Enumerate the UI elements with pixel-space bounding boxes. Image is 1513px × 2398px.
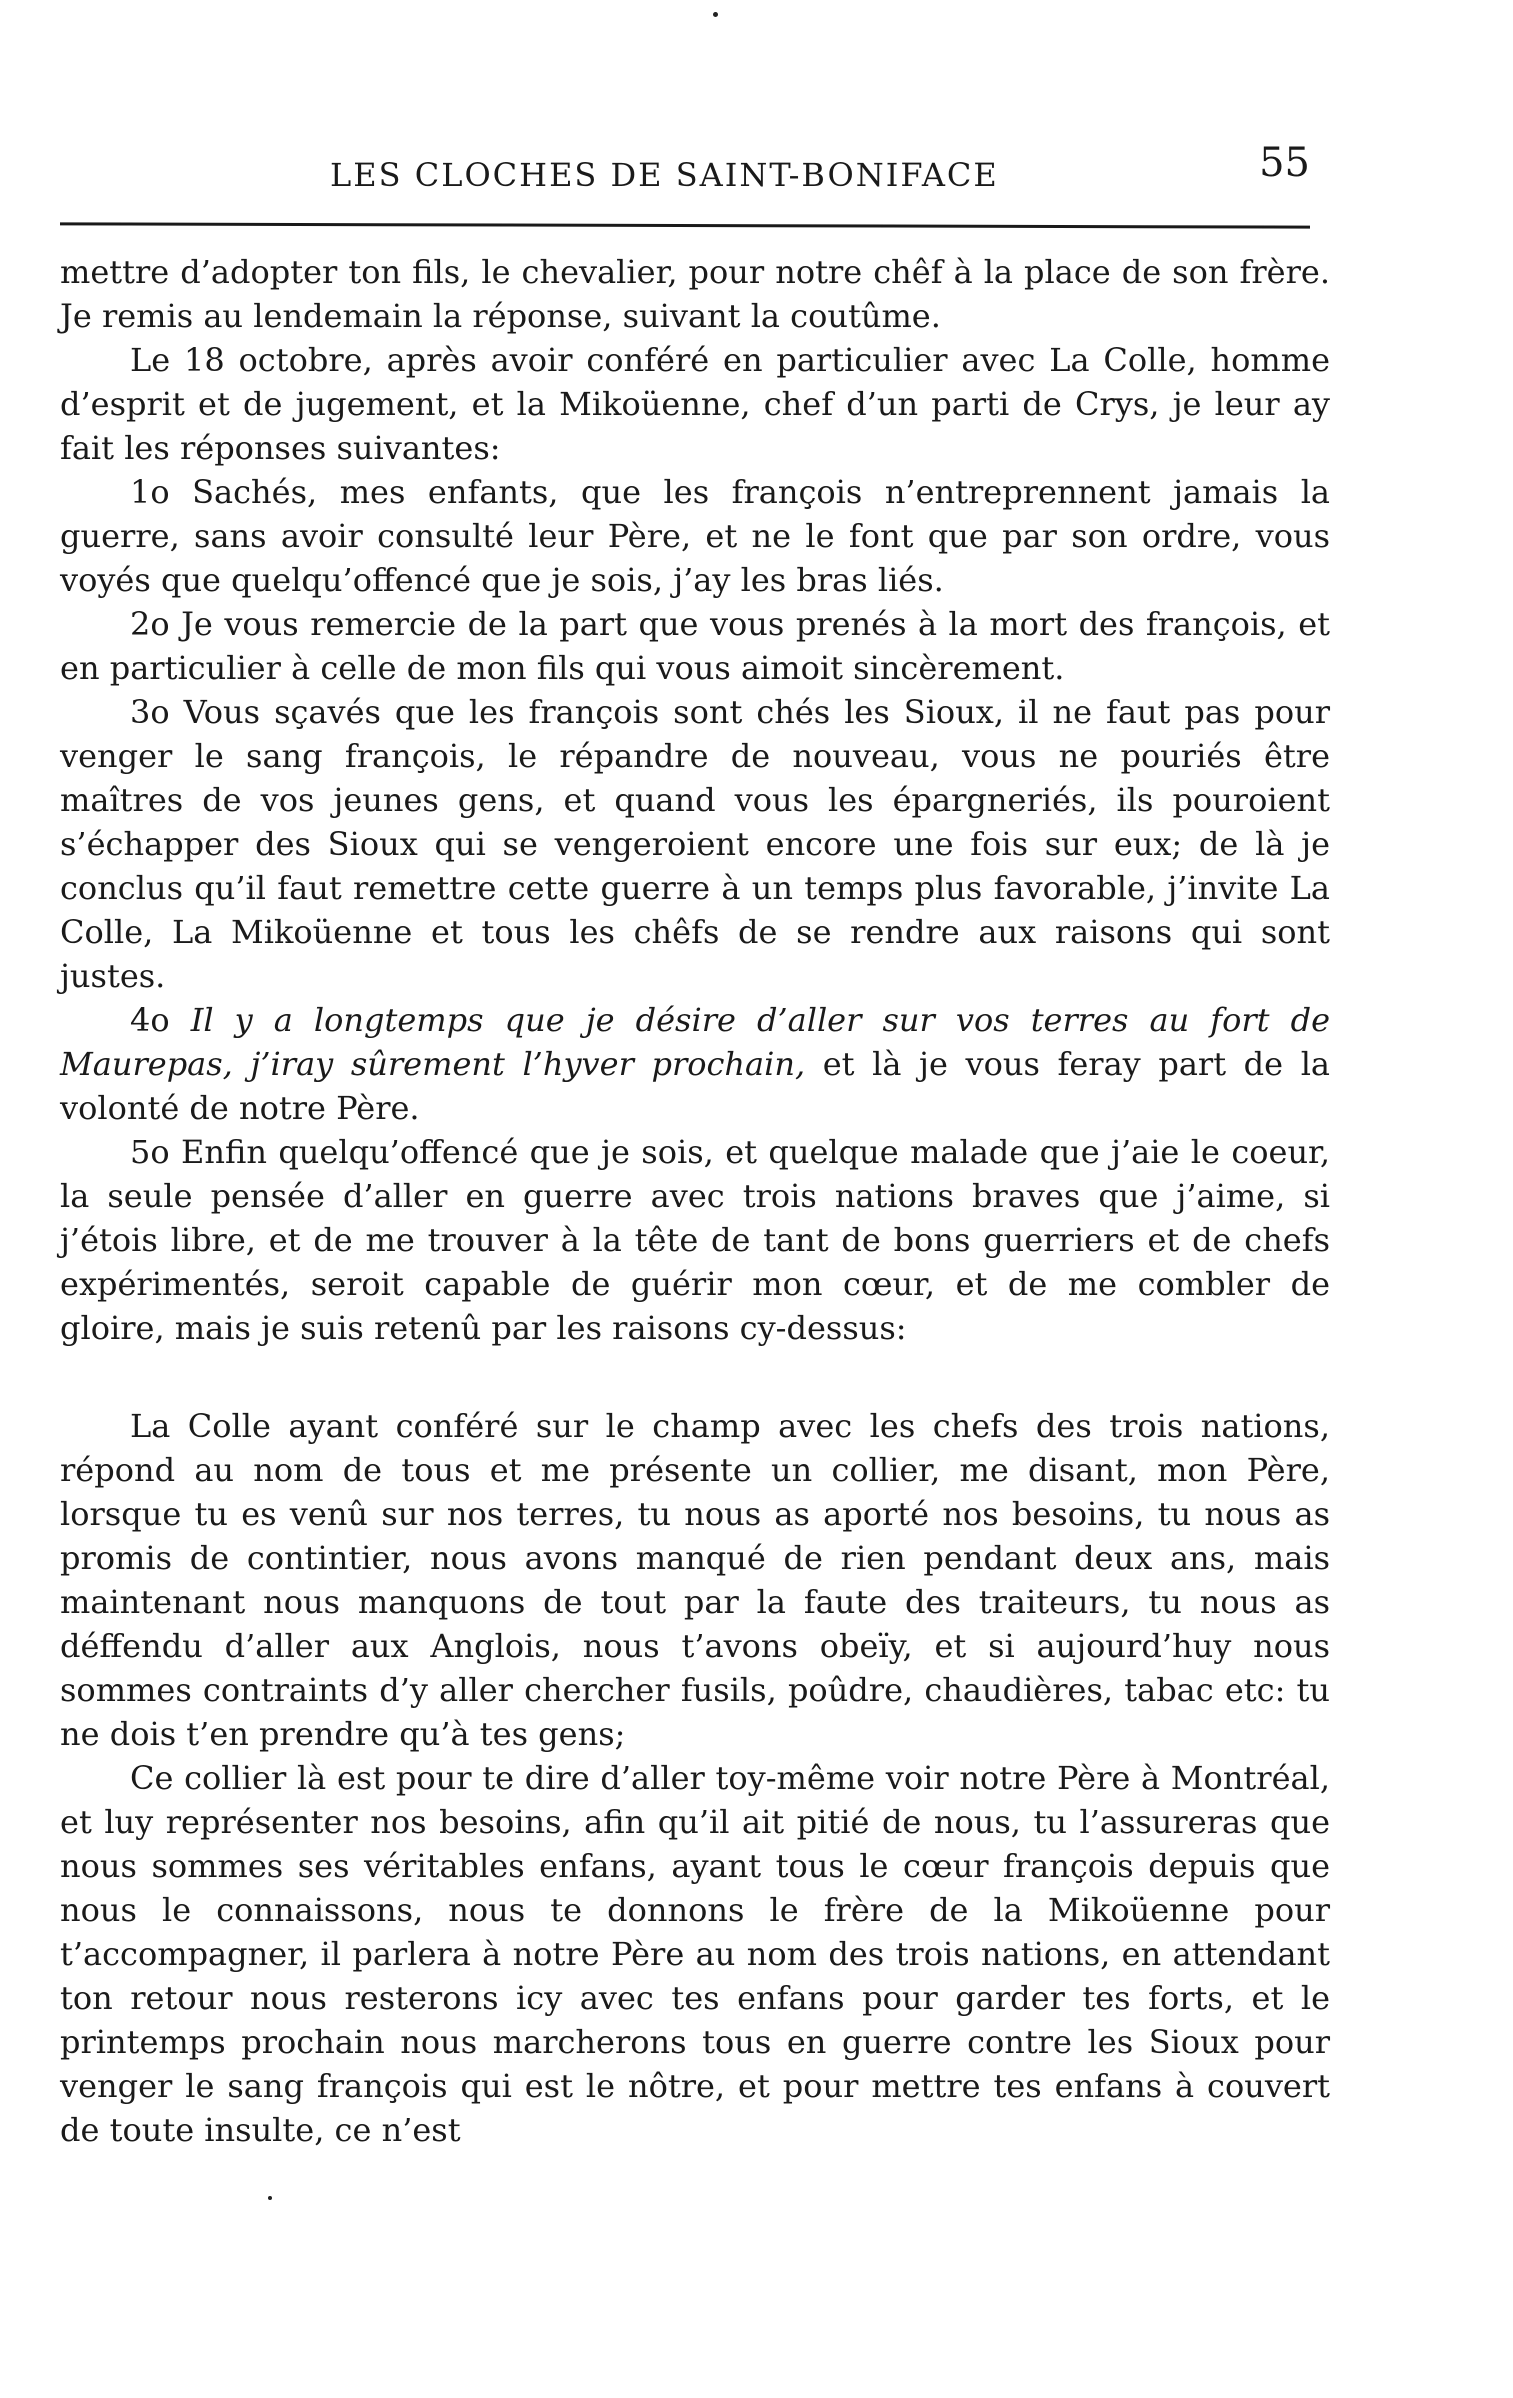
paragraph: 2o Je vous remercie de la part que vous prenés à la mort des françois, et en particulier à celle de mon fils qui vous aimoit sincèrement. xyxy=(60,605,1330,687)
page-header xyxy=(60,140,1310,200)
paragraph: Le 18 octobre, après avoir conféré en particulier avec La Colle, homme d’esprit et de jugement, et la Mikoüenne, chef d’un parti de Crys, je leur ay fait les réponses suivantes: xyxy=(60,341,1330,467)
print-speck xyxy=(713,12,718,17)
paragraph: La Colle ayant conféré sur le champ avec les chefs des trois nations, répond au nom de tous et me présente un collier, me disant, mon Père, lorsque tu es venû sur nos terres, tu nous as aporté nos besoins, tu nous as promis de contintier, nous avons manqué de rien pendant deux ans, mais maintenant nous manquons de tout par la faute des traiteurs, tu nous as déffendu d’aller aux Anglois, nous t’avons obeïy, et si aujourd’huy nous sommes contraints d’y aller chercher fusils, poûdre, chaudières, tabac etc: tu ne dois t’en prendre qu’à tes gens; xyxy=(60,1407,1330,1753)
paragraph: Ce collier là est pour te dire d’aller toy-même voir notre Père à Montréal, et luy représenter nos besoins, afin qu’il ait pitié de nous, tu l’assureras que nous sommes ses véritables enfans, ayant tous le cœur françois depuis que nous le connaissons, nous te donnons le frère de la Mikoüenne pour t’accompagner, il parlera à notre Père au nom des trois nations, en attendant ton retour nous resterons icy avec tes enfans pour garder tes forts, et le printemps prochain nous marcherons tous en guerre contre les Sioux pour venger le sang françois qui est le nôtre, et pour mettre tes enfans à couvert de toute insulte, ce n’est xyxy=(60,1759,1330,2149)
paragraph: 1o Sachés, mes enfants, que les françois n’entreprennent jamais la guerre, sans avoir consulté leur Père, et ne le font que par son ordre, vous voyés que quelqu’offencé que je sois, j’ay les bras liés. xyxy=(60,473,1330,599)
running-title: LES CLOCHES DE SAINT-BONIFACE xyxy=(330,156,999,194)
body-text xyxy=(60,250,1330,2152)
paragraph: 3o Vous sçavés que les françois sont chés les Sioux, il ne faut pas pour venger le sang françois, le répandre de nouveau, vous ne pouriés être maîtres de vos jeunes gens, et quand vous les épargneriés, ils pouroient s’échapper des Sioux qui se vengeroient encore une fois sur eux; de là je conclus qu’il faut remettre cette guerre à un temps plus favorable, j’invite La Colle, La Mikoüenne et tous les chêfs de se rendre aux raisons qui sont justes. xyxy=(60,693,1330,995)
paragraph: 5o Enfin quelqu’offencé que je sois, et quelque malade que j’aie le coeur, la seule pensée d’aller en guerre avec trois nations braves que j’aime, si j’étois libre, et de me trouver à la tête de tant de bons guerriers et de chefs expérimentés, seroit capable de guérir mon cœur, et de me combler de gloire, mais je suis retenû par les raisons cy-dessus: xyxy=(60,1133,1330,1347)
paragraph-prefix: 4o xyxy=(130,1001,191,1039)
paragraph: mettre d’adopter ton fils, le chevalier, pour notre chêf à la place de son frère. Je remis au lendemain la réponse, suivant la coutûme. xyxy=(60,253,1330,335)
paragraph xyxy=(60,998,1330,1130)
header-rule xyxy=(60,222,1310,228)
print-speck xyxy=(268,2196,272,2200)
page-number: 55 xyxy=(1259,140,1310,186)
italic-passage: Il y a longtemps que je désire d’aller sur vos terres au fort de Maurepas, j’iray sûrement l’hyver prochain, xyxy=(60,1001,1331,1083)
paragraph-suffix: et là je vous feray part de la volonté de notre Père. xyxy=(60,1045,1331,1127)
